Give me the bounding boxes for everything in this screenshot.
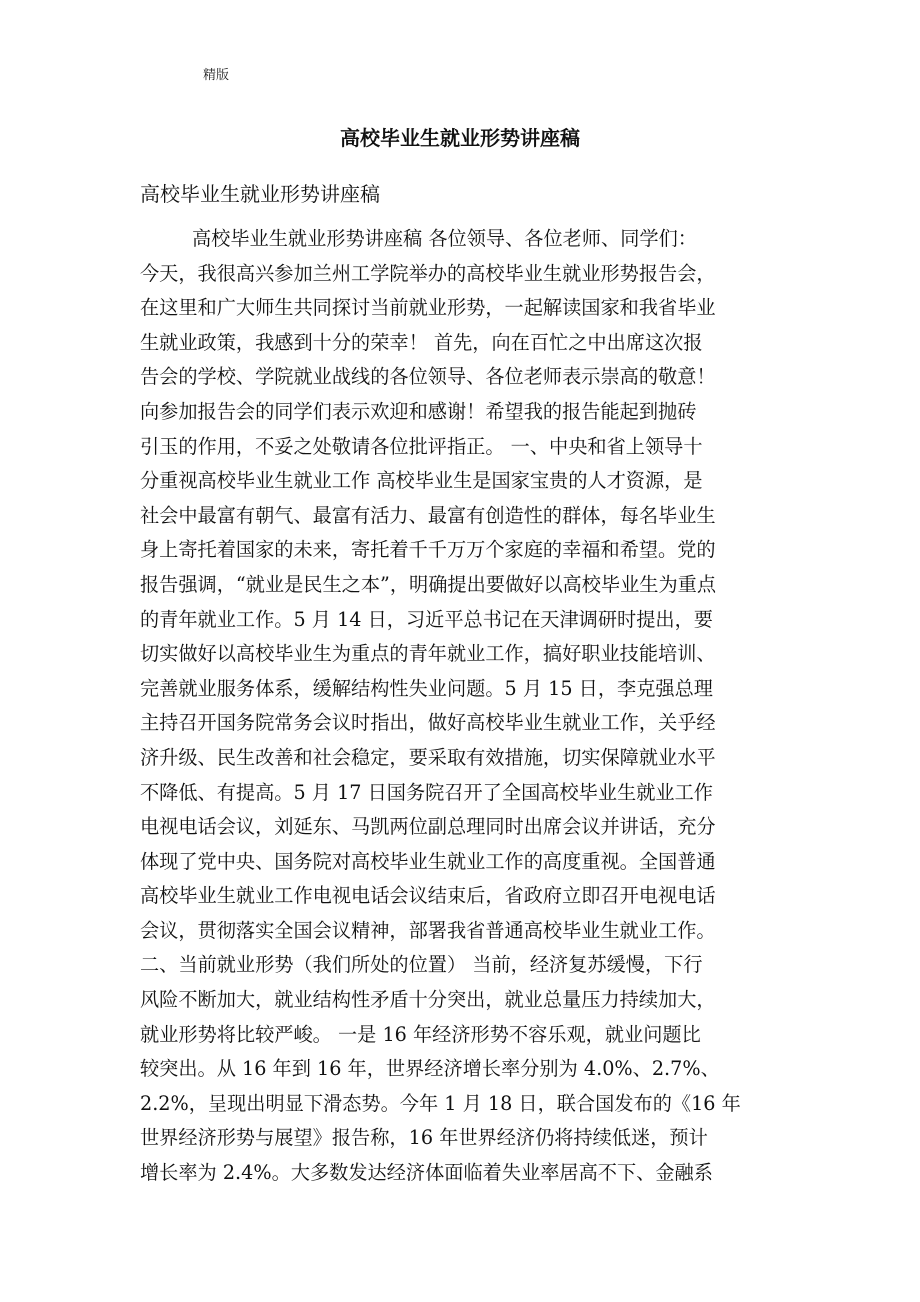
body-line: 的青年就业工作。5 月 14 日，习近平总书记在天津调研时提出，要 xyxy=(140,607,713,631)
body-line: 高校毕业生就业形势讲座稿 各位领导、各位老师、同学们： xyxy=(192,227,697,250)
body-line: 世界经济形势与展望》报告称，16 年世界经济仍将持续低迷，预计 xyxy=(140,1126,708,1150)
body-line: 增长率为 2.4%。大多数发达经济体面临着失业率居高不下、金融系 xyxy=(140,1161,713,1185)
body-line: 身上寄托着国家的未来，寄托着千千万万个家庭的幸福和希望。党的 xyxy=(140,538,716,562)
document-subtitle: 高校毕业生就业形势讲座稿 xyxy=(140,182,380,206)
body-line: 电视电话会议，刘延东、马凯两位副总理同时出席会议并讲话，充分 xyxy=(140,815,716,839)
body-line: 社会中最富有朝气、最富有活力、最富有创造性的群体，每名毕业生 xyxy=(140,503,716,527)
header-mark: 精版 xyxy=(203,68,230,83)
body-line: 在这里和广大师生共同探讨当前就业形势，一起解读国家和我省毕业 xyxy=(140,296,716,320)
body-line: 风险不断加大，就业结构性矛盾十分突出，就业总量压力持续加大， xyxy=(140,988,716,1012)
body-text xyxy=(140,222,800,1191)
body-line: 二、当前就业形势（我们所处的位置） 当前，经济复苏缓慢，下行 xyxy=(140,953,703,977)
body-line: 向参加报告会的同学们表示欢迎和感谢！希望我的报告能起到抛砖 xyxy=(140,399,697,423)
body-line: 生就业政策，我感到十分的荣幸！ 首先，向在百忙之中出席这次报 xyxy=(140,330,703,354)
body-line: 就业形势将比较严峻。 一是 16 年经济形势不容乐观，就业问题比 xyxy=(140,1022,701,1046)
body-line: 切实做好以高校毕业生为重点的青年就业工作，搞好职业技能培训、 xyxy=(140,642,716,666)
body-line: 会议，贯彻落实全国会议精神，部署我省普通高校毕业生就业工作。 xyxy=(140,918,716,942)
body-line: 济升级、民生改善和社会稳定，要采取有效措施，切实保障就业水平 xyxy=(140,745,716,769)
body-line: 报告强调，“就业是民生之本”，明确提出要做好以高校毕业生为重点 xyxy=(140,572,717,596)
body-line: 分重视高校毕业生就业工作 高校毕业生是国家宝贵的人才资源，是 xyxy=(140,469,703,493)
body-line: 不降低、有提高。5 月 17 日国务院召开了全国高校毕业生就业工作 xyxy=(140,780,713,804)
body-line: 高校毕业生就业工作电视电话会议结束后，省政府立即召开电视电话 xyxy=(140,884,716,908)
body-line: 较突出。从 16 年到 16 年，世界经济增长率分别为 4.0%、2.7%、 xyxy=(140,1057,720,1081)
body-line: 今天，我很高兴参加兰州工学院举办的高校毕业生就业形势报告会， xyxy=(140,261,716,285)
body-line: 完善就业服务体系，缓解结构性失业问题。5 月 15 日，李克强总理 xyxy=(140,676,713,700)
body-line: 主持召开国务院常务会议时指出，做好高校毕业生就业工作，关乎经 xyxy=(140,711,716,735)
document-title: 高校毕业生就业形势讲座稿 xyxy=(340,126,580,150)
body-line: 体现了党中央、国务院对高校毕业生就业工作的高度重视。全国普通 xyxy=(140,849,716,873)
body-line: 引玉的作用，不妥之处敬请各位批评指正。 一、中央和省上领导十 xyxy=(140,434,703,458)
body-line: 2.2%，呈现出明显下滑态势。今年 1 月 18 日，联合国发布的《16 年 xyxy=(140,1091,741,1115)
body-line: 告会的学校、学院就业战线的各位领导、各位老师表示崇高的敬意！ xyxy=(140,365,716,389)
